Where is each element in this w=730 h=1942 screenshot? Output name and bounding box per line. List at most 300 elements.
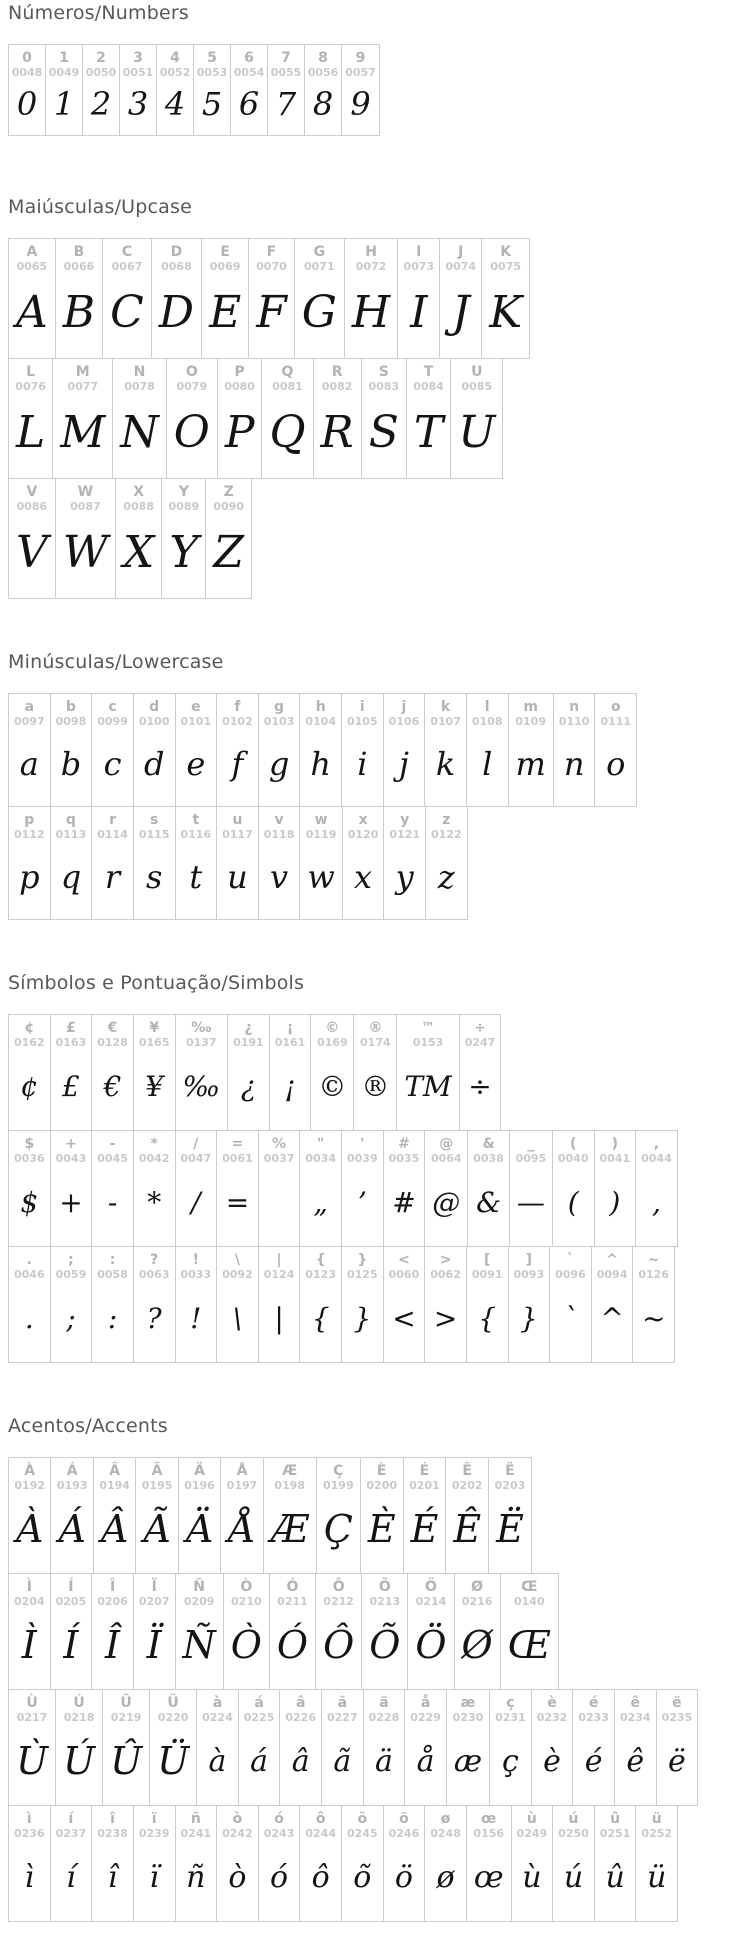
char-code: 0041 [599, 1152, 631, 1165]
char-glyph: ö [394, 1859, 413, 1895]
char-cell-0105 [342, 694, 384, 806]
char-glyph: ¢ [20, 1069, 39, 1103]
char-cell-0073 [398, 239, 440, 358]
char-glyph: : [107, 1301, 118, 1335]
char-label: ™ [421, 1020, 435, 1036]
char-row [8, 806, 468, 920]
char-glyph: Ç [323, 1507, 353, 1551]
char-glyph: © [318, 1069, 347, 1103]
char-cell-0137 [176, 1015, 229, 1130]
char-label: É [419, 1463, 430, 1479]
char-label: Y [178, 484, 189, 500]
char-code: 0103 [263, 715, 295, 728]
char-code: 0169 [317, 1036, 348, 1049]
char-glyph: Ï [146, 1623, 162, 1667]
char-code: 0206 [97, 1595, 128, 1608]
char-label: k [440, 699, 451, 715]
char-code: 0229 [410, 1711, 441, 1724]
char-label: - [109, 1136, 116, 1152]
char-cell-0052 [157, 45, 194, 135]
char-cell-0066 [56, 239, 103, 358]
char-code: 0090 [213, 500, 244, 513]
char-label: j [401, 699, 407, 715]
char-cell-0201 [404, 1458, 447, 1573]
char-code: 0040 [557, 1152, 589, 1165]
char-grid-symbols [8, 1014, 726, 1363]
char-label: à [212, 1695, 223, 1711]
char-label: q [65, 812, 76, 828]
char-label: B [73, 244, 85, 260]
char-code: 0118 [263, 828, 295, 841]
char-cell-0046 [9, 1247, 51, 1362]
char-label: œ [481, 1811, 497, 1827]
char-glyph: u [227, 857, 248, 896]
char-glyph: & [476, 1185, 502, 1219]
section-upcase [8, 196, 726, 599]
char-code: 0099 [97, 715, 128, 728]
char-glyph: Œ [507, 1623, 551, 1667]
char-cell-0200 [361, 1458, 404, 1573]
char-glyph: ÷ [468, 1069, 492, 1103]
char-code: 0102 [222, 715, 253, 728]
char-label: @ [439, 1136, 454, 1152]
char-code: 0125 [347, 1268, 378, 1281]
char-cell-0045 [92, 1131, 134, 1246]
char-label: % [272, 1136, 287, 1152]
char-cell-0085 [451, 359, 502, 478]
char-label: + [65, 1136, 77, 1152]
char-cell-0047 [176, 1131, 218, 1246]
char-cell-0122 [426, 807, 467, 919]
char-cell-0088 [116, 479, 162, 598]
char-label: ^ [606, 1252, 618, 1268]
char-glyph: Â [100, 1507, 129, 1551]
char-code: 0207 [138, 1595, 170, 1608]
char-code: 0069 [209, 260, 241, 273]
char-label: Ô [332, 1579, 345, 1595]
char-cell-0070 [249, 239, 295, 358]
char-glyph: Ä [185, 1507, 214, 1551]
char-label: ò [232, 1811, 243, 1827]
char-label: è [547, 1695, 557, 1711]
char-cell-0123 [300, 1247, 342, 1362]
char-code: 0211 [277, 1595, 308, 1608]
char-label: ñ [190, 1811, 201, 1827]
char-cell-0079 [167, 359, 218, 478]
char-label: Ø [471, 1579, 484, 1595]
char-code: 0112 [14, 828, 45, 841]
char-code: 0108 [471, 715, 503, 728]
char-label: R [331, 364, 343, 380]
char-code: 0226 [285, 1711, 316, 1724]
char-glyph: E [209, 286, 242, 338]
char-cell-0212 [316, 1574, 362, 1689]
char-code: 0192 [14, 1479, 46, 1492]
char-glyph: ! [190, 1301, 202, 1335]
char-code: 0058 [97, 1268, 128, 1281]
section-title-accents: Acentos/Accents [8, 1415, 168, 1437]
char-cell-0086 [9, 479, 56, 598]
char-code: 0202 [451, 1479, 483, 1492]
char-label: Ì [26, 1579, 32, 1595]
char-cell-0090 [206, 479, 251, 598]
char-cell-0112 [9, 807, 51, 919]
char-code: 0209 [183, 1595, 215, 1608]
char-label: © [325, 1020, 340, 1036]
char-cell-0121 [384, 807, 426, 919]
char-cell-0115 [134, 807, 176, 919]
char-code: 0218 [63, 1711, 95, 1724]
char-glyph: É [410, 1507, 439, 1551]
char-glyph: å [416, 1743, 435, 1779]
char-glyph: . [24, 1301, 34, 1335]
char-cell-0195 [136, 1458, 178, 1573]
char-label: 8 [318, 50, 328, 66]
char-code: 0231 [495, 1711, 526, 1724]
char-code: 0035 [388, 1152, 420, 1165]
char-grid-accents [8, 1457, 726, 1922]
char-glyph: ò [228, 1859, 247, 1895]
char-cell-0197 [221, 1458, 263, 1573]
char-glyph: ó [270, 1859, 289, 1895]
section-title-lowercase: Minúsculas/Lowercase [8, 651, 224, 673]
char-label: P [234, 364, 245, 380]
char-cell-0125 [342, 1247, 384, 1362]
char-cell-0039 [342, 1131, 384, 1246]
char-cell-0118 [259, 807, 301, 919]
char-glyph: ç [501, 1743, 519, 1779]
char-label: ê [630, 1695, 641, 1711]
char-code: 0077 [67, 380, 99, 393]
char-glyph: g [268, 744, 290, 783]
char-cell-0109 [509, 694, 554, 806]
char-glyph: ë [668, 1743, 686, 1779]
char-row [8, 358, 503, 479]
char-code: 0082 [321, 380, 353, 393]
char-code: 0234 [619, 1711, 651, 1724]
char-label: Ä [194, 1463, 205, 1479]
char-code: 0089 [168, 500, 200, 513]
char-cell-0035 [384, 1131, 426, 1246]
char-cell-0033 [176, 1247, 218, 1362]
section-title-upcase: Maiúsculas/Upcase [8, 196, 193, 218]
char-label: [ [483, 1252, 491, 1268]
char-cell-0100 [134, 694, 176, 806]
char-glyph: n [563, 744, 585, 783]
char-cell-0238 [92, 1806, 134, 1921]
char-cell-0058 [92, 1247, 134, 1362]
char-glyph: \ [232, 1301, 243, 1335]
char-code: 0165 [138, 1036, 170, 1049]
char-code: 0225 [243, 1711, 275, 1724]
char-code: 0162 [14, 1036, 45, 1049]
char-cell-0210 [224, 1574, 270, 1689]
char-code: 0197 [226, 1479, 258, 1492]
char-label: ç [506, 1695, 515, 1711]
char-cell-0244 [300, 1806, 342, 1921]
char-label: z [442, 812, 451, 828]
char-glyph: k [435, 744, 456, 783]
char-label: Ö [425, 1579, 437, 1595]
char-glyph: Ù [16, 1739, 49, 1783]
char-label: n [569, 699, 580, 715]
char-cell-0051 [120, 45, 157, 135]
char-glyph: a [19, 744, 39, 783]
char-cell-0199 [317, 1458, 361, 1573]
char-label: Å [236, 1463, 248, 1479]
char-label: Ó [286, 1579, 299, 1595]
char-glyph: Í [63, 1623, 79, 1667]
char-cell-0069 [202, 239, 249, 358]
char-glyph: Ó [276, 1623, 309, 1667]
char-label: > [439, 1252, 452, 1268]
char-row [8, 1014, 501, 1131]
char-code: 0046 [14, 1268, 45, 1281]
char-cell-0251 [595, 1806, 637, 1921]
char-cell-0082 [314, 359, 362, 478]
char-code: 0126 [638, 1268, 669, 1281]
char-label: û [610, 1811, 621, 1827]
char-glyph: J [451, 286, 470, 338]
char-cell-0093 [509, 1247, 551, 1362]
char-label: D [170, 244, 183, 260]
char-cell-0224 [197, 1690, 239, 1805]
char-glyph: Æ [270, 1507, 309, 1551]
char-cell-0211 [270, 1574, 316, 1689]
char-glyph: A [16, 286, 48, 338]
char-glyph: ô [311, 1859, 330, 1895]
char-glyph: ` [563, 1301, 578, 1335]
char-label: 4 [170, 50, 180, 66]
char-cell-0194 [94, 1458, 136, 1573]
char-code: 0091 [471, 1268, 503, 1281]
char-glyph: À [16, 1507, 44, 1551]
char-glyph: W [62, 526, 109, 578]
char-cell-0140 [501, 1574, 558, 1689]
char-glyph: Ã [143, 1507, 171, 1551]
char-glyph: z [437, 857, 455, 896]
char-label: ô [315, 1811, 326, 1827]
char-row [8, 1805, 678, 1922]
char-glyph: < [392, 1301, 416, 1335]
char-glyph: s [145, 857, 163, 896]
char-label: o [610, 699, 621, 715]
char-cell-0092 [217, 1247, 259, 1362]
char-label: * [150, 1136, 158, 1152]
char-code: 0105 [347, 715, 378, 728]
char-code: 0039 [347, 1152, 378, 1165]
char-label: 0 [22, 50, 32, 66]
char-glyph: @ [432, 1185, 461, 1219]
char-glyph: v [270, 857, 289, 896]
char-code: 0230 [452, 1711, 484, 1724]
char-code: 0121 [389, 828, 421, 841]
char-code: 0109 [515, 715, 546, 728]
char-glyph: ú [563, 1859, 584, 1895]
char-code: 0072 [355, 260, 387, 273]
char-code: 0199 [322, 1479, 354, 1492]
char-label: Í [68, 1579, 74, 1595]
char-glyph: h [310, 744, 331, 783]
char-glyph: Û [110, 1739, 143, 1783]
char-code: 0049 [48, 66, 80, 79]
char-glyph: î [107, 1859, 118, 1895]
char-glyph: + [59, 1185, 83, 1219]
char-cell-0169 [311, 1015, 354, 1130]
char-glyph: é [584, 1743, 603, 1779]
char-code: 0076 [15, 380, 46, 393]
char-glyph: œ [473, 1859, 504, 1895]
char-code: 0057 [345, 66, 376, 79]
char-label: E [220, 244, 230, 260]
char-cell-0091 [467, 1247, 509, 1362]
char-cell-0065 [9, 239, 56, 358]
char-cell-0205 [51, 1574, 93, 1689]
char-cell-0218 [56, 1690, 103, 1805]
char-glyph: ø [436, 1859, 455, 1895]
char-glyph: # [392, 1185, 416, 1219]
char-label: _ [527, 1136, 535, 1152]
char-glyph: ã [333, 1743, 352, 1779]
char-label: ` [566, 1252, 574, 1268]
char-label: C [121, 244, 133, 260]
char-code: 0242 [222, 1827, 253, 1840]
char-code: 0060 [388, 1268, 420, 1281]
char-code: 0111 [600, 715, 632, 728]
char-cell-0247 [460, 1015, 501, 1130]
char-label: L [26, 364, 36, 380]
char-cell-0111 [595, 694, 636, 806]
char-label: ! [192, 1252, 199, 1268]
char-glyph: X [123, 526, 155, 578]
char-glyph: Õ [369, 1623, 401, 1667]
char-cell-0114 [92, 807, 134, 919]
char-cell-0034 [300, 1131, 342, 1246]
char-label: } [357, 1252, 368, 1268]
char-glyph: ù [522, 1859, 542, 1895]
char-label: ÷ [474, 1020, 486, 1036]
char-glyph: Ñ [182, 1623, 216, 1667]
char-glyph: ï [149, 1859, 159, 1895]
char-cell-0057 [342, 45, 379, 135]
char-code: 0243 [263, 1827, 295, 1840]
char-code: 0093 [513, 1268, 545, 1281]
char-label: K [500, 244, 512, 260]
char-cell-0203 [489, 1458, 531, 1573]
char-cell-0106 [384, 694, 426, 806]
char-label: ë [672, 1695, 682, 1711]
char-cell-0198 [264, 1458, 317, 1573]
char-code: 0037 [263, 1152, 295, 1165]
char-glyph: r [104, 857, 121, 896]
char-code: 0198 [274, 1479, 306, 1492]
char-cell-0061 [217, 1131, 259, 1246]
char-code: 0080 [224, 380, 255, 393]
char-glyph: b [60, 744, 82, 783]
char-glyph: Y [169, 526, 199, 578]
char-label: ( [569, 1136, 577, 1152]
char-code: 0213 [369, 1595, 401, 1608]
char-glyph: O [173, 406, 210, 458]
char-cell-0077 [53, 359, 113, 478]
char-cell-0229 [405, 1690, 447, 1805]
char-glyph: 4 [164, 84, 186, 123]
char-label: 7 [281, 50, 291, 66]
char-label: " [317, 1136, 325, 1152]
char-code: 0056 [307, 66, 339, 79]
char-glyph: { [311, 1301, 330, 1335]
char-label: x [358, 812, 368, 828]
char-cell-0103 [259, 694, 301, 806]
char-code: 0232 [536, 1711, 568, 1724]
char-cell-0191 [228, 1015, 270, 1130]
char-label: Õ [378, 1579, 391, 1595]
char-label: b [65, 699, 76, 715]
char-code: 0075 [490, 260, 522, 273]
char-glyph: ’ [357, 1185, 367, 1219]
char-code: 0245 [347, 1827, 378, 1840]
char-code: 0059 [55, 1268, 87, 1281]
char-code: 0174 [360, 1036, 391, 1049]
char-cell-0056 [305, 45, 342, 135]
char-glyph: Å [228, 1507, 256, 1551]
char-cell-0227 [322, 1690, 364, 1805]
char-code: 0251 [599, 1827, 631, 1840]
char-code: 0095 [515, 1152, 547, 1165]
char-label: d [149, 699, 160, 715]
char-cell-0040 [553, 1131, 595, 1246]
char-code: 0063 [138, 1268, 170, 1281]
char-cell-0206 [92, 1574, 134, 1689]
char-label: N [133, 364, 146, 380]
char-code: 0115 [138, 828, 170, 841]
char-cell-0207 [134, 1574, 176, 1689]
char-glyph: á [250, 1743, 268, 1779]
char-code: 0054 [233, 66, 265, 79]
char-glyph: ) [609, 1185, 621, 1219]
char-label: Z [223, 484, 234, 500]
char-label: 9 [355, 50, 366, 66]
char-glyph: Z [213, 526, 244, 578]
char-cell-0225 [239, 1690, 281, 1805]
char-glyph: TM [404, 1069, 452, 1103]
char-label: I [416, 244, 422, 260]
char-code: 0044 [641, 1152, 672, 1165]
char-label: é [588, 1695, 599, 1711]
char-label: ö [399, 1811, 409, 1827]
char-label: Â [109, 1463, 121, 1479]
char-code: 0104 [305, 715, 336, 728]
char-code: 0214 [415, 1595, 447, 1608]
char-label: 2 [96, 50, 106, 66]
char-glyph: ì [24, 1859, 35, 1895]
char-glyph: w [307, 857, 335, 896]
char-label: ~ [647, 1252, 660, 1268]
char-code: 0216 [461, 1595, 493, 1608]
char-glyph: Ü [157, 1739, 190, 1783]
section-numbers [8, 2, 726, 136]
char-code: 0210 [231, 1595, 262, 1608]
char-glyph: ñ [186, 1859, 206, 1895]
char-glyph: í [66, 1859, 76, 1895]
char-glyph: Ø [461, 1623, 493, 1667]
char-label: w [314, 812, 328, 828]
char-glyph: ^ [600, 1301, 624, 1335]
char-label: ' [360, 1136, 365, 1152]
char-row [8, 1130, 678, 1247]
char-label: a [24, 699, 35, 715]
char-glyph: Ë [496, 1507, 524, 1551]
